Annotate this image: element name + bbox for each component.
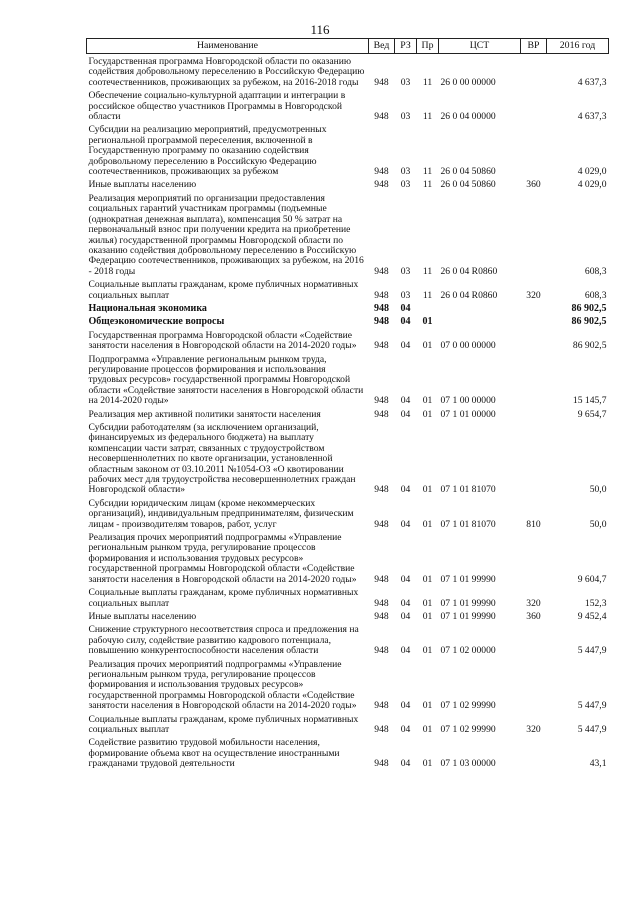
header-amount: 2016 год (547, 39, 609, 54)
row-name: Содействие развитию трудовой мобильности населения, формирование объема квот на осуществление иностранными гражданами трудовой деятельности (88, 737, 340, 770)
row-rz: 04 (400, 573, 411, 585)
table-row (87, 407, 609, 420)
row-rz: 04 (400, 316, 411, 328)
row-name: Государственная программа Новгородской области «Содействие занятости населения в Новгородской области на 2014-2020 годы» (88, 329, 357, 352)
row-name: Субсидии работодателям (за исключением организаций, финансируемых из федерального бюджета) на выплату компенсации части затрат, связанных с трудоустройством несовершеннолетних по квоте организации, установленной областным законом от 03.10.2011 №1054-ОЗ «О квотировании рабочих мест для трудоустройства несовершеннолетних граждан Новгородской области» (88, 422, 356, 496)
header-ved: Вед (369, 39, 395, 54)
row-amount: 5 447,9 (577, 645, 607, 657)
row-ved: 948 (374, 316, 389, 328)
row-pr: 01 (422, 340, 433, 352)
row-amount: 4 637,3 (577, 76, 607, 88)
row-cst (439, 314, 521, 327)
row-pr: 01 (422, 758, 433, 770)
table-row (87, 54, 609, 89)
row-ved: 948 (374, 408, 389, 420)
row-cst: 07 1 01 99990 (440, 573, 496, 585)
row-amount: 5 447,9 (577, 700, 607, 712)
row-vr: 360 (526, 179, 541, 191)
row-cst: 26 0 04 50860 (440, 179, 496, 191)
row-amount: 15 145,7 (572, 395, 607, 407)
row-vr (521, 735, 547, 769)
row-pr: 01 (422, 645, 433, 657)
row-rz: 03 (400, 179, 411, 191)
row-pr: 11 (422, 179, 433, 191)
row-ved: 948 (374, 518, 389, 530)
row-rz: 04 (400, 302, 411, 314)
row-vr: 810 (526, 518, 541, 530)
row-amount: 5 447,9 (577, 723, 607, 735)
row-name: Государственная программа Новгородской области по оказанию содействия добровольному переселению в Российскую Федерацию соотечественников, проживающих за рубежом, на 2016-2018 годы (88, 56, 365, 88)
row-name: Реализация прочих мероприятий подпрограммы «Управление региональным рынком труда, регулирование процессов формирования и использования трудовых ресурсов» государственной программы Новгородской области «Содействие занятости населения в Новгородской области на 2014-2020 годы» (88, 658, 357, 712)
table-row (87, 712, 609, 736)
row-cst: 26 0 00 00000 (440, 76, 496, 88)
row-vr (521, 54, 547, 89)
row-ved: 948 (374, 302, 389, 314)
table-row (87, 352, 609, 407)
row-cst: 07 1 00 00000 (440, 395, 496, 407)
row-rz: 04 (400, 597, 411, 609)
row-amount: 4 029,0 (577, 166, 607, 178)
row-pr (417, 301, 439, 314)
row-rz: 04 (400, 610, 411, 622)
row-name: Реализация мер активной политики занятости населения (88, 408, 321, 420)
row-amount: 86 902,5 (572, 340, 607, 352)
table-row (87, 622, 609, 656)
row-amount: 4 029,0 (577, 179, 607, 191)
row-amount: 9 654,7 (577, 408, 607, 420)
table-row (87, 496, 609, 530)
table-row (87, 328, 609, 352)
row-cst: 26 0 04 00000 (440, 111, 496, 123)
row-pr: 01 (422, 316, 433, 328)
row-pr: 01 (422, 597, 433, 609)
row-rz: 04 (400, 723, 411, 735)
row-name: Национальная экономика (88, 302, 207, 314)
row-cst: 07 1 02 99990 (440, 723, 496, 735)
row-pr: 01 (422, 518, 433, 530)
table-header (87, 39, 609, 54)
row-cst: 07 1 01 99990 (440, 597, 496, 609)
row-amount: 9 452,4 (577, 610, 607, 622)
row-vr (521, 420, 547, 496)
row-name: Подпрограмма «Управление региональным рынком труда, регулирование процессов формирования и использования трудовых ресурсов» государственной программы Новгородской области «Содействие занятости населения в Новгородской области на 2014-2020 годы» (88, 353, 364, 407)
row-rz: 04 (400, 758, 411, 770)
table-row (87, 530, 609, 585)
row-vr (521, 328, 547, 352)
row-amount: 43,1 (589, 758, 607, 770)
row-ved: 948 (374, 758, 389, 770)
row-rz: 03 (400, 265, 411, 277)
row-vr: 320 (526, 597, 541, 609)
row-name: Субсидии юридическим лицам (кроме некоммерческих организаций), индивидуальным предпринимателям, физическим лицам - производителям товаров, работ, услуг (88, 497, 354, 530)
row-ved: 948 (374, 111, 389, 123)
row-ved: 948 (374, 265, 389, 277)
row-cst: 07 1 02 00000 (440, 645, 496, 657)
row-amount: 152,3 (584, 597, 607, 609)
row-rz: 04 (400, 340, 411, 352)
row-name: Иные выплаты населению (88, 610, 197, 622)
row-cst: 07 1 03 00000 (440, 758, 496, 770)
row-rz: 04 (400, 700, 411, 712)
row-ved: 948 (374, 700, 389, 712)
table-row (87, 277, 609, 301)
row-name: Обеспечение социально-культурной адаптации и интеграции в российское общество участников Программы в Новгородской области (88, 90, 346, 123)
budget-table (86, 38, 609, 770)
row-rz: 03 (400, 76, 411, 88)
table-row (87, 191, 609, 277)
row-name: Социальные выплаты гражданам, кроме публичных нормативных социальных выплат (88, 713, 359, 735)
row-ved: 948 (374, 484, 389, 496)
row-cst: 26 0 04 R0860 (440, 265, 498, 277)
row-vr (521, 657, 547, 712)
row-cst: 26 0 04 R0860 (440, 289, 498, 301)
row-pr: 01 (422, 484, 433, 496)
row-amount: 50,0 (589, 518, 607, 530)
row-pr: 11 (422, 265, 433, 277)
row-pr: 01 (422, 723, 433, 735)
row-ved: 948 (374, 723, 389, 735)
row-ved: 948 (374, 76, 389, 88)
table-row (87, 314, 609, 327)
row-rz: 03 (400, 111, 411, 123)
header-cst: ЦСТ (439, 39, 521, 54)
table-row (87, 301, 609, 314)
row-vr: 320 (526, 723, 541, 735)
row-vr (521, 407, 547, 420)
row-vr (521, 622, 547, 656)
row-amount: 86 902,5 (571, 302, 607, 314)
row-rz: 04 (400, 645, 411, 657)
page-number: 116 (310, 22, 330, 37)
header-name: Наименование (87, 39, 369, 54)
header-pr: Пр (417, 39, 439, 54)
table-row (87, 177, 609, 190)
table-body (87, 54, 609, 770)
row-vr (521, 314, 547, 327)
row-ved: 948 (374, 179, 389, 191)
row-rz: 04 (400, 518, 411, 530)
row-vr: 360 (526, 610, 541, 622)
row-name: Социальные выплаты гражданам, кроме публичных нормативных социальных выплат (88, 587, 359, 609)
row-pr: 11 (422, 111, 433, 123)
row-amount: 86 902,5 (571, 316, 607, 328)
table-row (87, 420, 609, 496)
row-vr (521, 122, 547, 177)
row-ved: 948 (374, 610, 389, 622)
row-ved: 948 (374, 573, 389, 585)
row-name: Реализация мероприятий по организации предоставления социальных гарантий участникам программы (подъемные (однократная денежная выплата), компенсация 50 % затрат на первоначальный взнос при получении кредита на приобретение жилья) государственной программы Новгородской области по оказанию содействия добровольному переселению в Российскую Федерацию соотечественников, проживающих за рубежом, на 2016 - 2018 годы (88, 192, 364, 277)
row-ved: 948 (374, 166, 389, 178)
row-amount: 9 604,7 (577, 573, 607, 585)
row-pr: 01 (422, 573, 433, 585)
row-vr (521, 530, 547, 585)
row-cst: 07 1 01 81070 (440, 518, 496, 530)
row-pr: 11 (422, 76, 433, 88)
row-vr (521, 191, 547, 277)
row-cst: 07 1 01 99990 (440, 610, 496, 622)
header-rz: РЗ (395, 39, 417, 54)
row-cst (439, 301, 521, 314)
row-pr: 01 (422, 610, 433, 622)
row-name: Общеэкономические вопросы (88, 316, 225, 328)
row-rz: 04 (400, 484, 411, 496)
row-amount: 608,3 (584, 289, 607, 301)
row-pr: 11 (422, 289, 433, 301)
row-amount: 50,0 (589, 484, 607, 496)
row-rz: 03 (400, 166, 411, 178)
row-pr: 01 (422, 395, 433, 407)
table-row (87, 609, 609, 622)
row-ved: 948 (374, 597, 389, 609)
row-name: Субсидии на реализацию мероприятий, предусмотренных региональной программой переселения, включенной в Государственную программу по оказанию содействия добровольному переселению в Российскую Федерацию соотечественников, проживающих за рубежом (88, 124, 327, 178)
row-cst: 07 1 01 81070 (440, 484, 496, 496)
row-cst: 26 0 04 50860 (440, 166, 496, 178)
table-row (87, 657, 609, 712)
row-amount: 608,3 (584, 265, 607, 277)
row-pr: 01 (422, 700, 433, 712)
row-cst: 07 1 01 00000 (440, 408, 496, 420)
row-rz: 03 (400, 289, 411, 301)
row-ved: 948 (374, 289, 389, 301)
row-ved: 948 (374, 340, 389, 352)
row-rz: 04 (400, 408, 411, 420)
table-row (87, 585, 609, 609)
row-name: Социальные выплаты гражданам, кроме публичных нормативных социальных выплат (88, 279, 359, 301)
row-name: Снижение структурного несоответствия спроса и предложения на рабочую силу, содействие развитию кадрового потенциала, повышению конкурентоспособности населения области (88, 624, 359, 657)
table-row (87, 88, 609, 122)
row-name: Реализация прочих мероприятий подпрограммы «Управление региональным рынком труда, регулирование процессов формирования и использования трудовых ресурсов» государственной программы Новгородской области «Содействие занятости населения в Новгородской области на 2014-2020 годы» (88, 532, 357, 585)
row-ved: 948 (374, 395, 389, 407)
row-cst: 07 0 00 00000 (440, 340, 496, 352)
row-name: Иные выплаты населению (88, 179, 197, 191)
table-row (87, 735, 609, 769)
row-vr (521, 88, 547, 122)
row-pr: 01 (422, 408, 433, 420)
row-rz: 04 (400, 395, 411, 407)
row-pr: 11 (422, 166, 433, 178)
table-row (87, 122, 609, 177)
row-ved: 948 (374, 645, 389, 657)
row-vr (521, 301, 547, 314)
row-amount: 4 637,3 (577, 111, 607, 123)
header-vr: ВР (521, 39, 547, 54)
row-vr (521, 352, 547, 407)
row-vr: 320 (526, 289, 541, 301)
row-cst: 07 1 02 99990 (440, 700, 496, 712)
